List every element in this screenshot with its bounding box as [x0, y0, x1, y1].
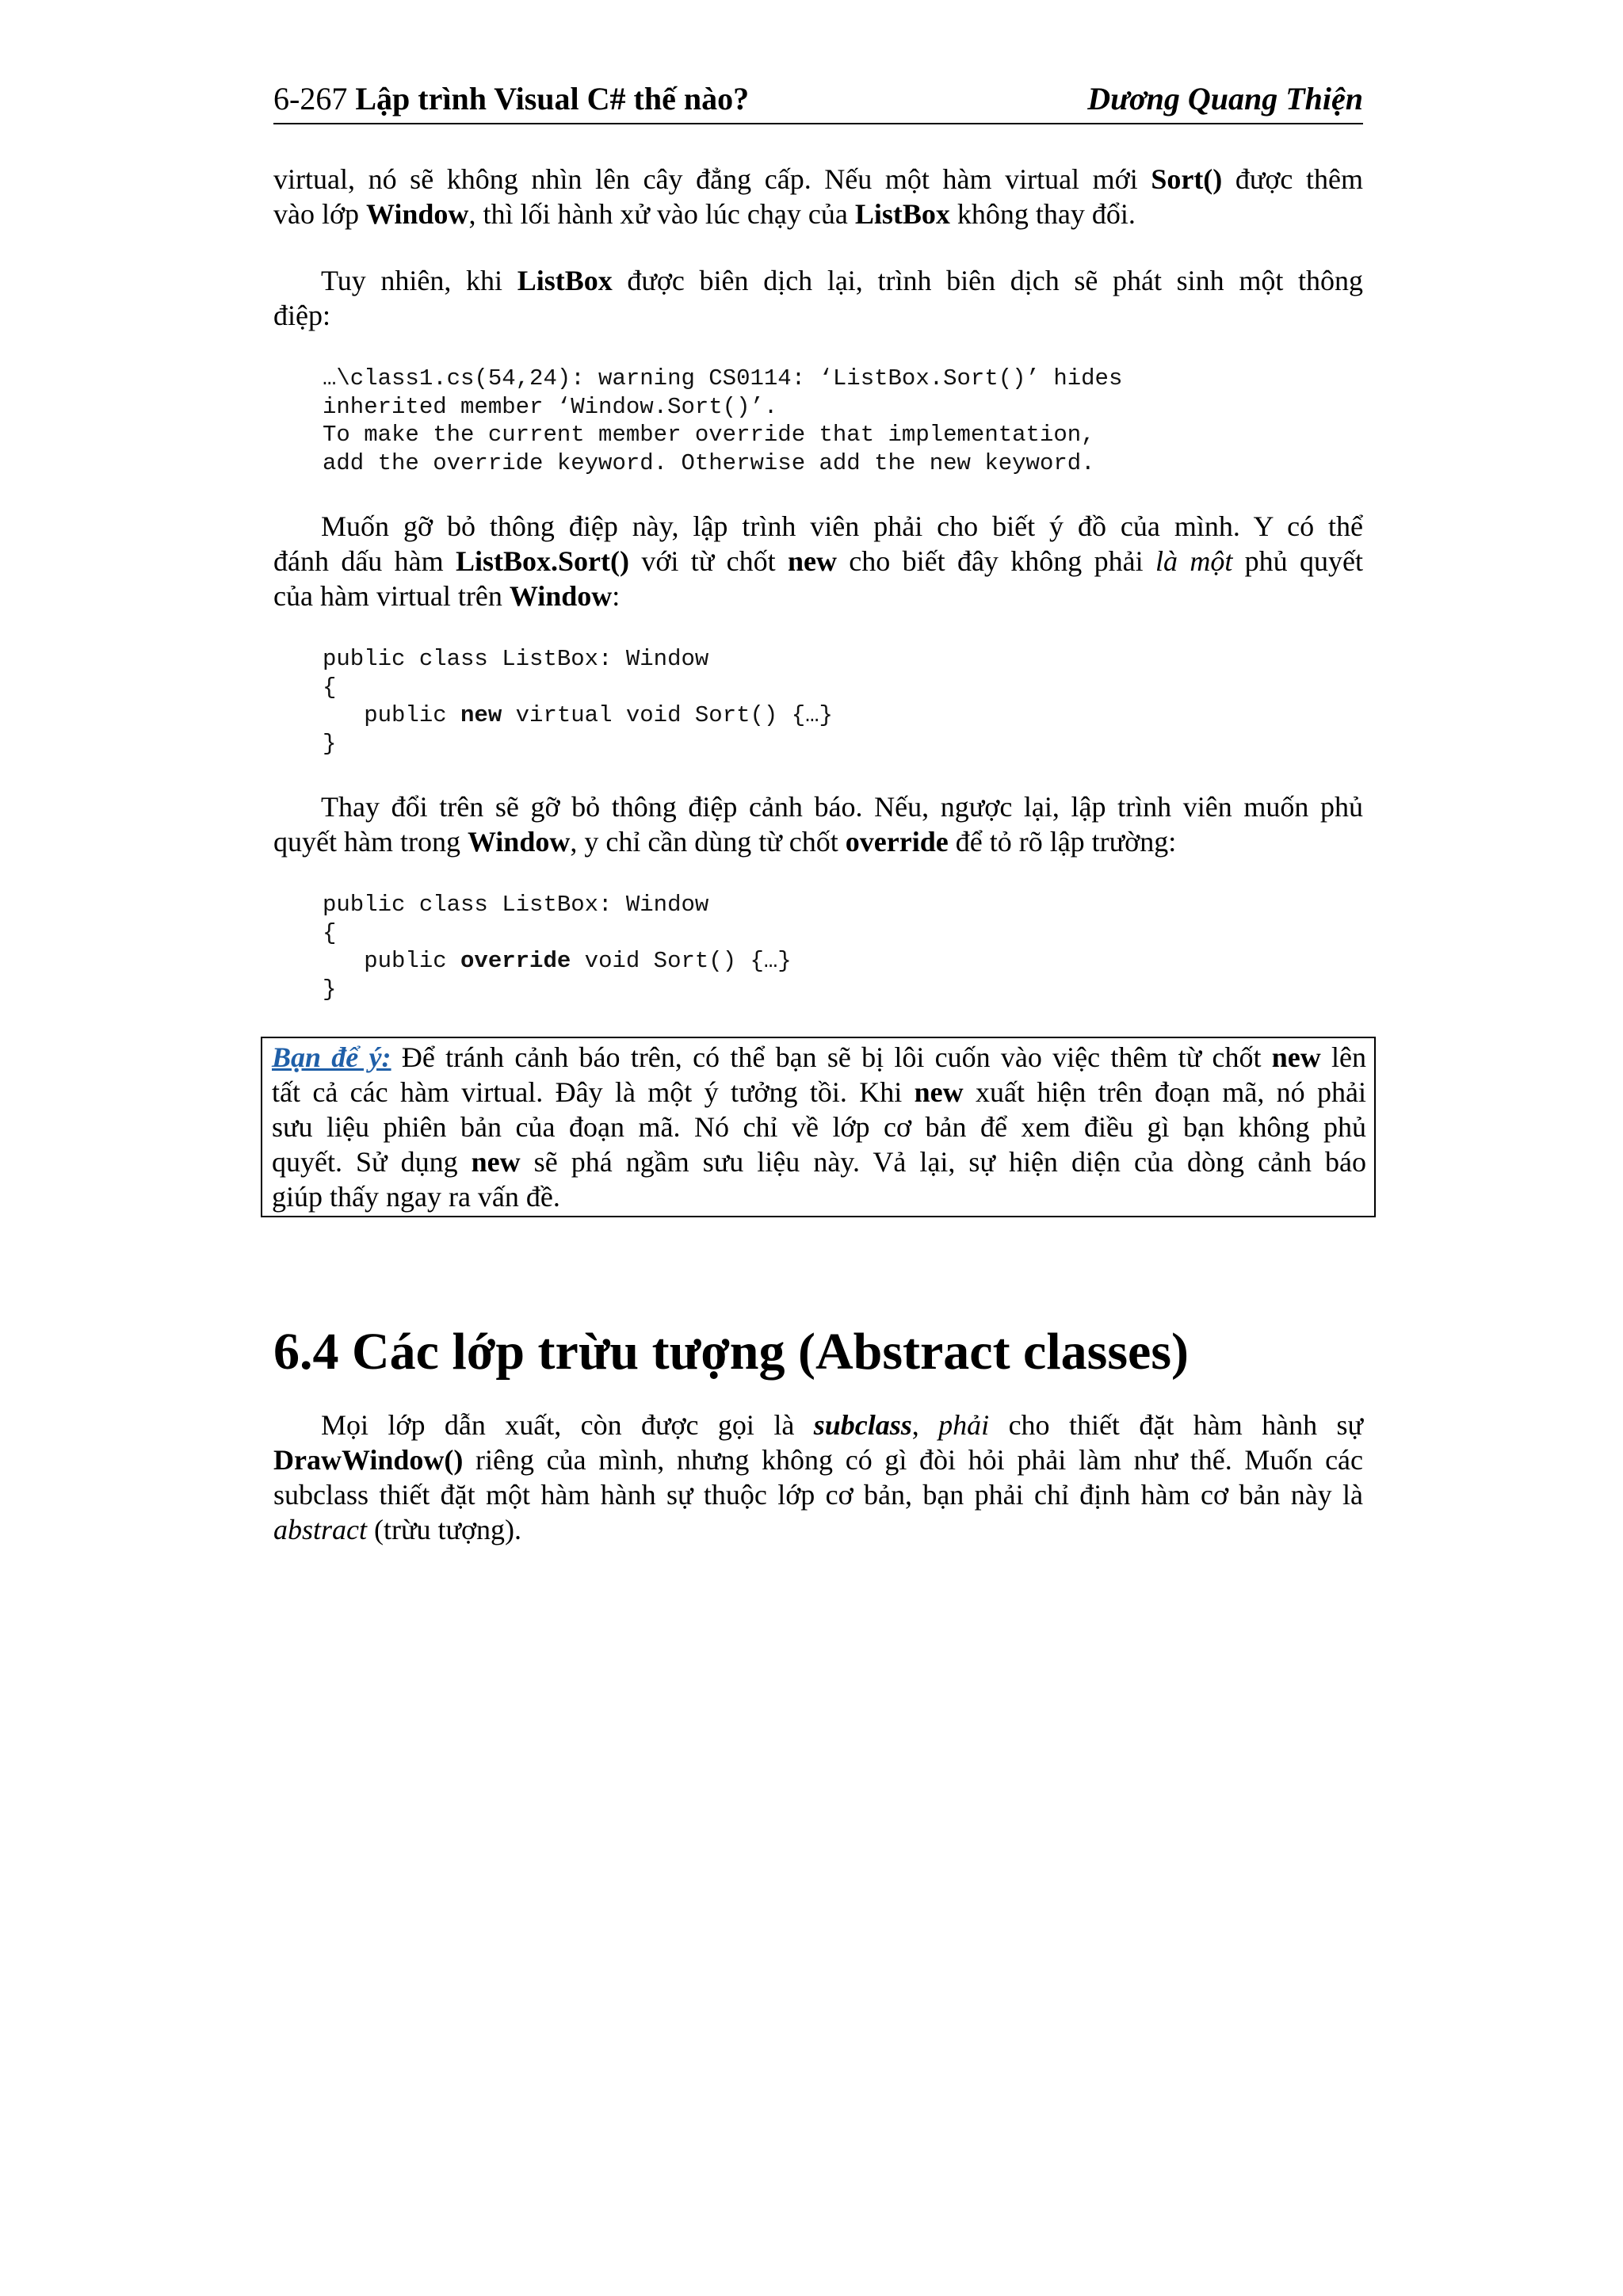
text: tất cả các hàm virtual. Đây là một ý tưởng tồi. Khi: [272, 1076, 915, 1108]
note-box: [261, 1037, 1376, 1217]
italic-term: phải: [938, 1409, 990, 1441]
code-block-warning: [323, 365, 1363, 477]
code-line: [323, 701, 1363, 730]
text: được biên dịch lại, trình biên dịch sẽ phát sinh một thông: [612, 265, 1363, 296]
code-line: inherited member ‘Window.Sort()’.: [323, 393, 778, 420]
text: :: [612, 580, 621, 612]
paragraph-1-line-1: [273, 162, 1363, 197]
text: để tỏ rõ lập trường:: [948, 826, 1177, 858]
code-block-override: [323, 891, 1363, 1003]
bold-term: override: [845, 826, 949, 858]
text: Thay đổi trên sẽ gỡ bỏ thông điệp cảnh báo. Nếu, ngược lại, lập trình viên muốn phủ: [321, 791, 1363, 823]
text: sẽ phá ngầm sưu liệu này. Vả lại, sự hiện diện của dòng cảnh báo: [520, 1146, 1367, 1178]
text: không thay đổi.: [949, 198, 1136, 230]
code-line: {: [323, 919, 337, 946]
paragraph-2-line-2: [273, 298, 1363, 333]
text: (trừu tượng).: [367, 1514, 522, 1545]
text: , thì lối hành xử vào lúc chạy của: [468, 198, 855, 230]
italic-term: là một: [1155, 545, 1233, 577]
bold-term: new: [471, 1146, 521, 1178]
paragraph-5-line-2: [273, 1442, 1363, 1477]
text: giúp thấy ngay ra vấn đề.: [272, 1181, 560, 1213]
bold-term: Sort(): [1151, 163, 1223, 195]
paragraph-4-line-2: [273, 824, 1363, 859]
italic-term: abstract: [273, 1514, 368, 1545]
code-line: {: [323, 674, 337, 701]
code-line: public class ListBox: Window: [323, 892, 709, 918]
note-line-2: [272, 1075, 1366, 1110]
bold-term: Window: [366, 198, 469, 230]
paragraph-3: [273, 509, 1363, 613]
section-heading: 6.4 Các lớp trừu tượng (Abstract classes): [273, 1323, 1189, 1381]
book-title: Lập trình Visual C# thế nào?: [355, 81, 750, 117]
text: riêng của mình, nhưng không có gì đòi hỏi phải làm như thế. Muốn các: [463, 1444, 1363, 1476]
bold-italic-term: subclass: [813, 1409, 912, 1441]
code-line: [323, 947, 1363, 976]
page-body: [272, 162, 1367, 1579]
note-line-4: [272, 1144, 1366, 1179]
paragraph-1: [273, 162, 1363, 231]
text: , y chỉ cần dùng từ chốt: [570, 826, 846, 858]
text: quyết hàm trong: [273, 826, 468, 858]
bold-term: Window: [509, 580, 613, 612]
text: phủ quyết: [1232, 545, 1364, 577]
text: của hàm virtual trên: [273, 580, 510, 612]
code-line: To make the current member override that implementation,: [323, 422, 1095, 448]
note-line-1: [272, 1040, 1366, 1075]
bold-term: new: [914, 1076, 964, 1108]
note-line-3: [272, 1110, 1366, 1144]
code-line: }: [323, 976, 337, 1003]
text: vào lớp: [273, 198, 367, 230]
note-line-5: [272, 1179, 1366, 1214]
code-line: public class ListBox: Window: [323, 646, 709, 672]
text: Muốn gỡ bỏ thông điệp này, lập trình viên phải cho biết ý đồ của mình. Y có thể: [321, 510, 1363, 542]
bold-term: new: [1271, 1041, 1321, 1073]
paragraph-3-line-2: [273, 544, 1363, 579]
text: sưu liệu phiên bản của đoạn mã. Nó chỉ về lớp cơ bản để xem điều gì bạn không phủ: [272, 1111, 1366, 1143]
text: Để tránh cảnh báo trên, có thể bạn sẽ bị lôi cuốn vào việc thêm từ chốt: [391, 1041, 1272, 1073]
text: điệp:: [273, 300, 330, 331]
text: subclass thiết đặt một hàm hành sự thuộc lớp cơ bản, bạn phải chỉ định hàm cơ bản này là: [273, 1479, 1363, 1511]
code-text: virtual void Sort() {…}: [502, 702, 833, 728]
paragraph-5-line-4: [273, 1512, 1363, 1547]
header-left: [273, 80, 749, 117]
text: được thêm: [1222, 163, 1364, 195]
code-text: public: [323, 948, 461, 974]
code-block-new: [323, 645, 1363, 758]
code-line: }: [323, 730, 337, 757]
text: đánh dấu hàm: [273, 545, 456, 577]
bold-term: DrawWindow(): [273, 1444, 464, 1476]
paragraph-2-line-1: [273, 263, 1363, 298]
text: quyết. Sử dụng: [272, 1146, 472, 1178]
text: ,: [911, 1409, 939, 1441]
code-line: add the override keyword. Otherwise add the new keyword.: [323, 449, 1095, 476]
code-keyword: new: [460, 702, 502, 728]
paragraph-3-line-3: [273, 579, 1363, 613]
text: Tuy nhiên, khi: [321, 265, 517, 296]
page-header: [273, 75, 1363, 124]
paragraph-5: [273, 1408, 1363, 1547]
code-text: void Sort() {…}: [571, 948, 792, 974]
paragraph-5-line-1: [273, 1408, 1363, 1442]
paragraph-5-line-3: [273, 1477, 1363, 1512]
text: Mọi lớp dẫn xuất, còn được gọi là: [321, 1409, 814, 1441]
bold-term: Window: [467, 826, 571, 858]
note-label: Bạn để ý:: [272, 1041, 391, 1073]
paragraph-3-line-1: [273, 509, 1363, 544]
code-text: public: [323, 702, 461, 728]
text: virtual, nó sẽ không nhìn lên cây đẳng cấp. Nếu một hàm virtual mới: [273, 163, 1151, 195]
paragraph-1-line-2: [273, 197, 1363, 231]
code-keyword: override: [460, 948, 571, 974]
paragraph-4-line-1: [273, 789, 1363, 824]
author-name: Dương Quang Thiện: [1087, 81, 1363, 117]
bold-term: ListBox.Sort(): [456, 545, 629, 577]
code-line: …\class1.cs(54,24): warning CS0114: ‘ListBox.Sort()’ hides: [323, 365, 1123, 392]
text: xuất hiện trên đoạn mã, nó phải: [963, 1076, 1367, 1108]
bold-term: new: [787, 545, 837, 577]
text: cho biết đây không phải: [836, 545, 1155, 577]
text: lên: [1320, 1041, 1366, 1073]
bold-term: ListBox: [517, 265, 613, 296]
paragraph-2: [273, 263, 1363, 333]
bold-term: ListBox: [854, 198, 950, 230]
page-number: 6-267: [273, 81, 348, 117]
text: cho thiết đặt hàm hành sự: [989, 1409, 1364, 1441]
text: với từ chốt: [629, 545, 788, 577]
paragraph-4: [273, 789, 1363, 859]
